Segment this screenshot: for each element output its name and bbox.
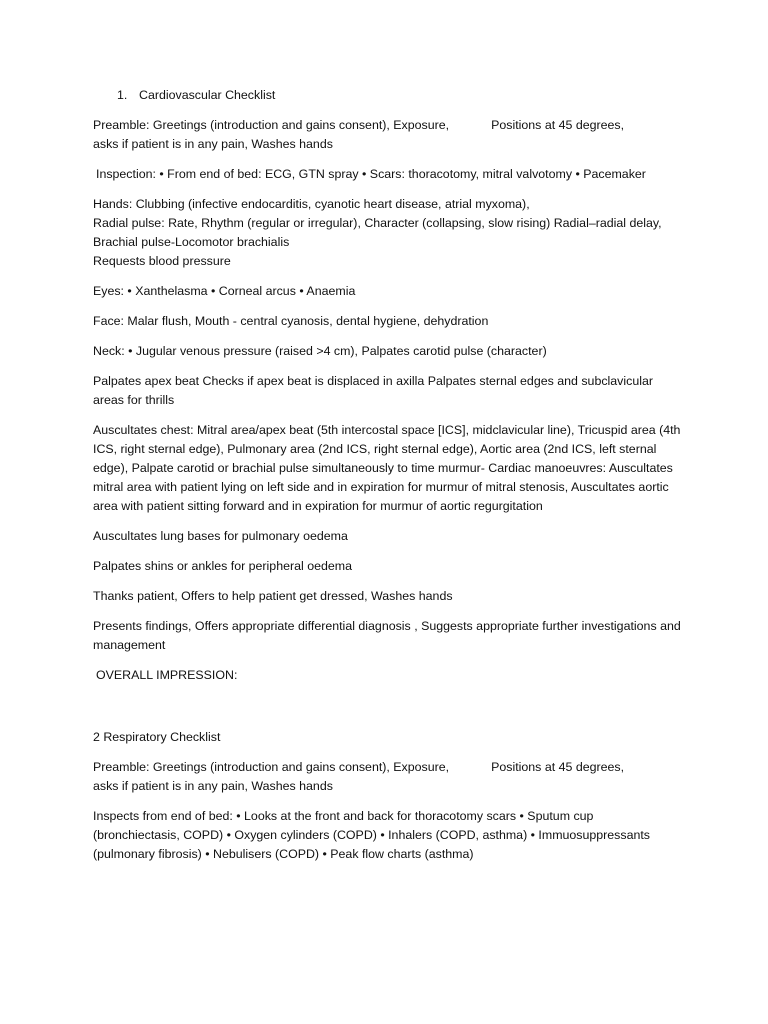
resp-preamble-c: asks if patient is in any pain, Washes hands: [93, 779, 333, 793]
cardio-thanks: Thanks patient, Offers to help patient get dressed, Washes hands: [93, 589, 453, 603]
cardio-preamble-a: Preamble: Greetings (introduction and gains consent), Exposure,: [93, 118, 450, 132]
resp-preamble-b: Positions at 45 degrees,: [491, 760, 625, 774]
resp-preamble: [93, 758, 683, 796]
cardio-eyes: Eyes: • Xanthelasma • Corneal arcus • Anaemia: [93, 284, 356, 298]
resp-preamble-a: Preamble: Greetings (introduction and gains consent), Exposure,: [93, 760, 450, 774]
cardio-neck: Neck: • Jugular venous pressure (raised >4 cm), Palpates carotid pulse (character): [93, 344, 547, 358]
cardio-hands-clubbing: Hands: Clubbing (infective endocarditis, cyanotic heart disease, atrial myxoma),: [93, 197, 530, 211]
cardio-shins: Palpates shins or ankles for peripheral oedema: [93, 559, 352, 573]
cardio-auscultates: Auscultates chest: Mitral area/apex beat (5th intercostal space [ICS], midclavicular line), Tricuspid area (4th ICS, right sternal edge), Pulmonary area (2nd ICS, right sternal edge), Aortic area (2nd ICS, left sternal edge), Palpate carotid or brachial pulse simultaneously to time murmur- Cardiac manoeuvres: Auscultates mitral area with patient lying on left side and in expiration for murmur of mitral stenosis, Auscultates aortic area with patient sitting forward and in expiration for murmur of aortic regurgitation: [93, 423, 681, 513]
resp-inspects: Inspects from end of bed: • Looks at the front and back for thoracotomy scars • Sputum cup (bronchiectasis, COPD) • Oxygen cylinders (COPD) • Inhalers (COPD, asthma) • Immuosuppressants (pulmonary fibrosis) • Nebulisers (COPD) • Peak flow charts (asthma): [93, 809, 650, 861]
cardio-face: Face: Malar flush, Mouth - central cyanosis, dental hygiene, dehydration: [93, 314, 489, 328]
cardio-presents: Presents findings, Offers appropriate differential diagnosis , Suggests appropriate further investigations and management: [93, 619, 681, 652]
cardio-heading: [93, 86, 683, 105]
cardio-inspection: Inspection: • From end of bed: ECG, GTN spray • Scars: thoracotomy, mitral valvotomy • Pacemaker: [96, 167, 646, 181]
cardio-blood-pressure: Requests blood pressure: [93, 254, 231, 268]
cardio-radial-pulse: Radial pulse: Rate, Rhythm (regular or irregular), Character (collapsing, slow rising) Radial–radial delay, Brachial pulse-Locomotor brachialis: [93, 216, 662, 249]
resp-heading: 2 Respiratory Checklist: [93, 730, 221, 744]
cardio-preamble-b: Positions at 45 degrees,: [491, 118, 625, 132]
cardio-overall-impression: OVERALL IMPRESSION:: [96, 668, 238, 682]
cardio-preamble: [93, 116, 683, 154]
cardio-title: Cardiovascular Checklist: [139, 88, 276, 102]
cardio-lung-bases: Auscultates lung bases for pulmonary oedema: [93, 529, 348, 543]
section-spacer: [93, 696, 683, 728]
document-body: [93, 86, 683, 875]
cardio-hands: [93, 195, 683, 271]
cardio-number: 1.: [117, 88, 128, 102]
cardio-apex: Palpates apex beat Checks if apex beat is displaced in axilla Palpates sternal edges and subclavicular areas for thrills: [93, 374, 653, 407]
cardio-preamble-c: asks if patient is in any pain, Washes hands: [93, 137, 333, 151]
